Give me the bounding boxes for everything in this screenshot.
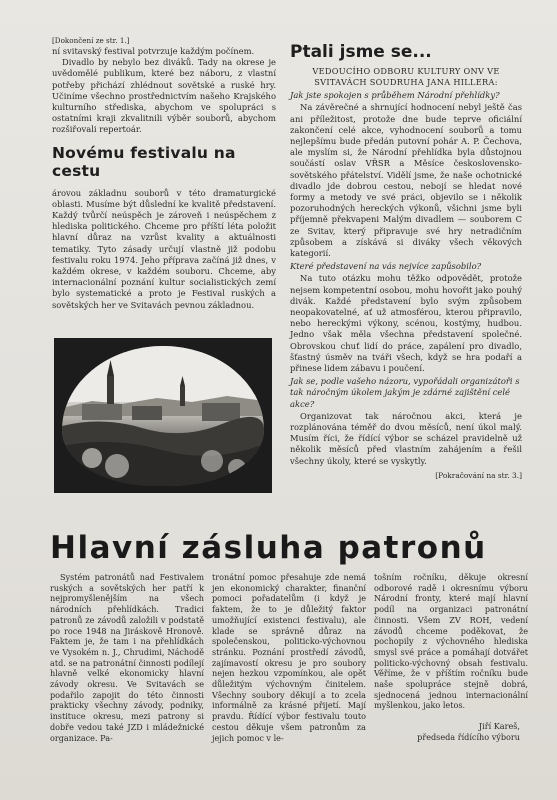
town-photo [54, 338, 272, 493]
article-title: Hlavní zásluha patronů [50, 530, 487, 566]
answer-2: Na tuto otázku mohu těžko odpovědět, protože nejsem kompetentní osobou, mohu hovořit jako pouhý divák. Každé představení bylo svým způsobem neopakovatelné, ať už atmosférou, kterou připravilo, nebo hereckými výkony, scénou, kostýmy, hudbou. Jedno však měla všechna představení společné. Obrovskou chuť lidí do práce, zapálení pro divadlo, šťastný úsměv na tváři všech, když se hra podaří a přinese lidem zábavu i poučení. [290, 273, 522, 374]
question-1: Jak jste spokojen s průběhem Národní přehlídky? [290, 90, 500, 101]
article-columns [50, 572, 530, 743]
signature [374, 721, 520, 742]
continued-on-note: [Pokračování na str. 3.] [435, 470, 522, 480]
town-view-illustration [62, 346, 264, 486]
interview-subhead: VEDOUCÍHO ODBORU KULTURY ONV VE SVITAVÁCH SOUDRUHA JANA HILLERA: [312, 66, 500, 87]
signature-name: Jiří Kareš, [478, 721, 520, 732]
question-2: Které představení na vás nejvíce zapůsobilo? [290, 261, 482, 272]
continued-note: [Dokončení ze str. 1.] [52, 36, 130, 45]
left-paragraph-1: Divadlo by nebylo bez diváků. Tady na okrese je uvědomělé publikum, které bez náboru, z vlastní potřeby přichází zhlédnout sovětské a ruské hry. Učiníme všechno prostřednictvím našeho Krajského kulturního střediska, abychom ve spolupráci s ostatními kraji zkvalitnili výběr souborů, abychom rozšiřovali repertoár. [52, 57, 276, 135]
article-col3-text: tošním ročníku, děkuje okresní odborové radě i okresnímu výboru Národní fronty, které mají hlavní podíl na organizaci patronátní činnosti. Všem ZV ROH, vedení závodů chceme poděkovat, že pochopily z výchovného hlediska smysl své práce a pomáhají dotvářet politicko-výchovný obsah festivalu. Věříme, že v příštím ročníku bude naše spolupráce stejně dobrá, sjednocená jednou internacionální myšlenkou, jako letos. [374, 572, 528, 711]
article-col2-text: tronátní pomoc přesahuje zde nemá jen ekonomický charakter, finanční pomoci pořadatelům (i když je faktem, že to je důležitý faktor umožňující existenci festivalu), ale klade se správně důraz na společenskou, politicko-výchovnou stránku. Poznání prostředí závodů, zajímavostí okresu je pro soubory nejen hezkou vzpomínkou, ale opět důležitým výchovným činitelem. Všechny soubory děkují a to zcela informálně za krásné přijetí. Mají pravdu. Řídící výbor festivalu touto cestou děkuje všem patronům za jejich pomoc v le- [212, 572, 366, 743]
answer-1: Na závěrečné a shrnující hodnocení nebyl ještě čas ani příležitost, protože dne bude teprve oficiální zakončení celé akce, vyhodnocení souborů a tomu nejlepšímu bude předán putovní pohár A. P. Čechova, ale myslím si, že Národní přehlídka byla důstojnou součástí oslav VŘSR a Měsíce československo-sovětského přátelství. Vidělí jsme, že naše ochotnické divadlo jde dobrou cestou, nebojí se hledat nové formy a metody ve své práci, objevilo se i několik pozoruhodných hereckých výkonů, všichni jsme byli příjemně překvapeni Malým divadlem — souborem C ze Svitav, který připravuje své hry netradičním způsobem a získává si diváky všech věkových kategorií. [290, 102, 522, 259]
interview-heading: Ptali jsme se... [290, 42, 432, 62]
right-column [290, 36, 522, 488]
article-column-1 [50, 572, 204, 743]
article-column-3 [374, 572, 528, 743]
question-3: Jak se, podle vašeho názoru, vypořádali organizátoři s tak náročným úkolem jakým je zdárné zajištění celé akce? [290, 376, 520, 409]
left-paragraph-2: árovou základnu souborů v této dramaturgické oblasti. Musíme být důslední ke kvalitě představení. Každý tvůrčí neúspěch je zároveň i neúspěchem z hlediska politického. Chceme pro příští léta položit hlavní důraz na vzrůst kvality a aktuálnosti tematiky. Tyto zásady určují vlastně již podobu festivalu roku 1974. Jeho příprava začíná již dnes, v každém okrese, v každém souboru. Chceme, aby internacionální poznání kultur socialistických zemí bylo systematické a proto je Festival ruských a sovětských her ve Svitavách pevnou základnou. [52, 187, 276, 310]
left-column [52, 36, 276, 311]
signature-role: předseda řídícího výboru [417, 731, 520, 742]
article-col1-text: Systém patronátů nad Festivalem ruských a sovětských her patří k nejpromyšlenějším na všech národních přehlídkách. Tradici patronů ze závodů založili v podstatě po roce 1948 na Jiráskově Hronově. Faktem je, že tam i na přehlídkách ve Vysokém n. J., Chrudimi, Náchodě atd. se na patronátní činnosti podílejí hlavně velké ekonomicky hlavní závody okresu. Ve Svitavách se podařilo zapojit do této činnosti prakticky všechny závody, podniky, instituce okresu, mezi patrony si dobře vedou také JZD i mládežnické organizace. Pa- [50, 572, 204, 743]
left-heading: Novému festivalu na cestu [52, 143, 236, 180]
photo-oval-frame [62, 346, 264, 486]
intro-lines: ní svitavský festival potvrzuje každým počínem. [52, 46, 255, 56]
article-column-2 [212, 572, 366, 743]
answer-3: Organizovat tak náročnou akci, která je rozplánována téměř do dvou měsíců, není úkol malý. Musím říci, že řídící výbor se scházel pravidelně už několik měsíců před vlastním zahájením a řešil všechny úkoly, které se vyskytly. [290, 410, 522, 466]
